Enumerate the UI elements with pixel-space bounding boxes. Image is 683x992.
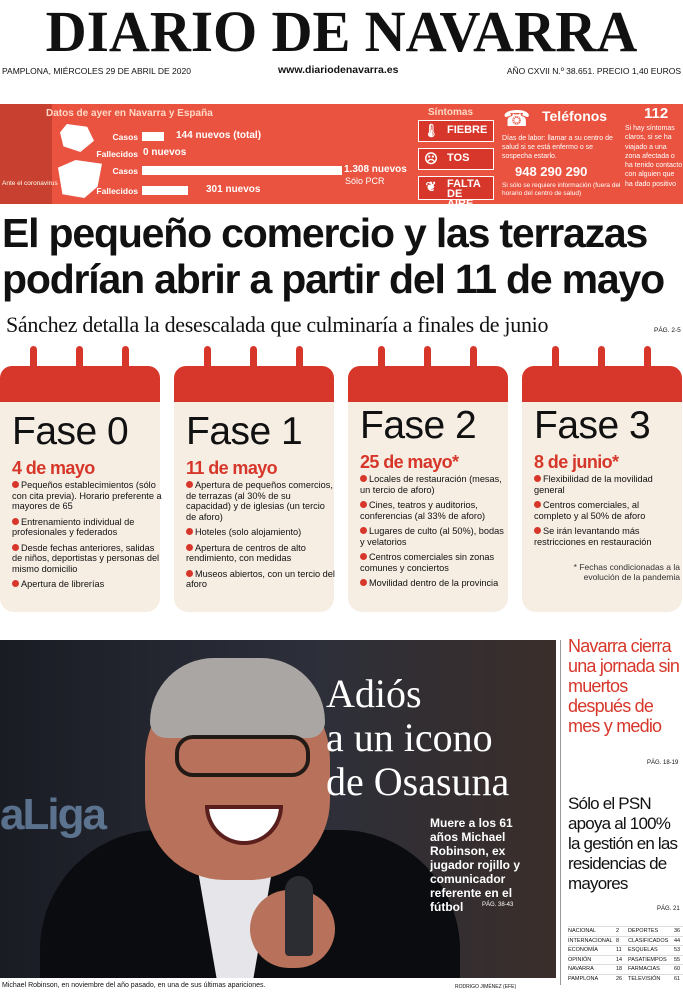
phone-icon: ☎ bbox=[503, 106, 531, 131]
bar-spain-deaths bbox=[142, 186, 188, 195]
list-item: Se irán levantando más restricciones en restauración bbox=[534, 526, 652, 547]
list-item: Desde fechas anteriores, salidas de niños, deportistas y personas del mismo domicilio bbox=[12, 542, 160, 574]
phase-list bbox=[12, 480, 162, 595]
symptom-cough bbox=[418, 148, 494, 170]
index-row: INTERNACIONAL 8 CLASIFICADOS 44 bbox=[568, 936, 683, 946]
list-item: Pequeños establecimientos (sólo con cita previa). Horario preferente a mayores de 65 bbox=[12, 480, 162, 511]
list-item: Centros comerciales, al completo y al 50% de aforo bbox=[534, 500, 646, 521]
symptom-label: FIEBRE bbox=[447, 124, 488, 136]
row-label-spain-deaths: Fallecidos bbox=[96, 186, 138, 196]
microphone-icon bbox=[285, 876, 313, 956]
calendar-ring-icon bbox=[598, 346, 605, 376]
row-label-navarra-deaths: Fallecidos bbox=[96, 149, 138, 159]
symptom-label: TOS bbox=[447, 152, 470, 164]
band-title: Datos de ayer en Navarra y España bbox=[46, 108, 213, 119]
side-story-1-ref: PÁG. 18-19 bbox=[647, 760, 679, 766]
main-headline[interactable] bbox=[0, 210, 683, 302]
phones-title: Teléfonos bbox=[542, 108, 608, 124]
phase-name: Fase 3 bbox=[534, 404, 651, 447]
bullet-icon bbox=[186, 481, 193, 488]
calendar-ring-icon bbox=[470, 346, 477, 376]
phase-card-2 bbox=[348, 366, 508, 612]
health-phone-number[interactable]: 948 290 290 bbox=[515, 164, 588, 179]
phase-card-1 bbox=[174, 366, 334, 612]
bullet-icon bbox=[186, 528, 193, 535]
symptom-breath bbox=[418, 176, 494, 210]
calendar-ring-icon bbox=[76, 346, 83, 376]
photo-caption: Michael Robinson, en noviembre del año pasado, en una de sus últimas apariciones. bbox=[2, 982, 266, 989]
phase-name: Fase 1 bbox=[186, 410, 303, 453]
row-label-spain-cases: Casos bbox=[112, 166, 138, 176]
bullet-icon bbox=[186, 570, 193, 577]
list-item: Hoteles (solo alojamiento) bbox=[186, 527, 336, 538]
phase-list bbox=[186, 480, 336, 595]
symptom-fever bbox=[418, 120, 494, 142]
bar-spain-cases bbox=[142, 166, 342, 175]
dateline bbox=[0, 64, 683, 78]
photo-credit: RODRIGO JIMÉNEZ (EFE) bbox=[455, 984, 517, 990]
list-item: Locales de restauración (mesas, un tercio de aforo) bbox=[360, 474, 502, 495]
section-index bbox=[568, 926, 683, 983]
bullet-icon bbox=[360, 501, 367, 508]
calendar-ring-icon bbox=[250, 346, 257, 376]
masthead bbox=[0, 0, 683, 64]
value-navarra-cases: 144 nuevos (total) bbox=[176, 130, 262, 141]
emergency-number[interactable]: 112 bbox=[644, 105, 669, 122]
issue-date: PAMPLONA, MIÉRCOLES 29 DE ABRIL DE 2020 bbox=[2, 66, 191, 76]
note-spain-cases: Sólo PCR bbox=[345, 176, 385, 186]
bullet-icon bbox=[534, 501, 541, 508]
bullet-icon bbox=[12, 544, 19, 551]
background-logo: aLiga bbox=[0, 790, 105, 839]
calendar-ring-icon bbox=[424, 346, 431, 376]
list-item: Apertura de pequeños comercios, de terrazas (al 30% de su capacidad) y de iglesias (un tercio de aforo) bbox=[186, 480, 333, 522]
photo-glasses bbox=[175, 735, 310, 777]
band-note: Ante el coronavirus bbox=[2, 180, 58, 187]
bullet-icon bbox=[12, 580, 19, 587]
value-navarra-deaths: 0 nuevos bbox=[143, 147, 187, 158]
phase-name: Fase 2 bbox=[360, 404, 477, 447]
calendar-ring-icon bbox=[378, 346, 385, 376]
headline-line-2: podrían abrir a partir del 11 de mayo bbox=[2, 256, 664, 302]
index-row: NACIONAL 2 DEPORTES 36 bbox=[568, 926, 683, 936]
headline-line-1: El pequeño comercio y las terrazas bbox=[2, 210, 648, 256]
phase-card-0 bbox=[0, 366, 160, 612]
side-story-2-ref: PÁG. 21 bbox=[657, 906, 680, 912]
side-story-2[interactable]: Sólo el PSN apoya al 100% la gestión en las residencias de mayores bbox=[568, 794, 678, 893]
calendar-ring-icon bbox=[552, 346, 559, 376]
coronavirus-icon bbox=[0, 104, 52, 204]
bullet-icon bbox=[534, 527, 541, 534]
phase-list bbox=[534, 474, 676, 552]
value-spain-cases: 1.308 nuevos bbox=[344, 164, 407, 175]
emergency-text: Si hay síntomas claros, si se ha viajado a una zona afectada o ha tenido contacto con alguien que ha dado positivo bbox=[625, 125, 683, 188]
thermometer-icon: 🌡 bbox=[422, 123, 440, 138]
coronavirus-data-band bbox=[0, 104, 683, 210]
bullet-icon bbox=[360, 527, 367, 534]
calendar-ring-icon bbox=[122, 346, 129, 376]
index-row: NAVARRA 18 FARMACIAS 60 bbox=[568, 964, 683, 974]
photo-headline: Adiós a un icono de Osasuna bbox=[326, 671, 510, 804]
list-item: Cines, teatros y auditorios, conferencias (al 33% de aforo) bbox=[360, 500, 486, 521]
phase-date: 25 de mayo* bbox=[360, 452, 459, 472]
lead-photo[interactable] bbox=[0, 640, 556, 978]
bullet-icon bbox=[360, 579, 367, 586]
calendar-ring-icon bbox=[296, 346, 303, 376]
value-spain-deaths: 301 nuevos bbox=[206, 184, 261, 195]
bar-navarra-cases bbox=[142, 132, 164, 141]
bullet-icon bbox=[12, 518, 19, 525]
bullet-icon bbox=[360, 475, 367, 482]
website-link[interactable]: www.diariodenavarra.es bbox=[278, 64, 399, 76]
index-row: PAMPLONA 26 TELEVISIÓN 61 bbox=[568, 974, 683, 984]
list-item: Movilidad dentro de la provincia bbox=[360, 578, 510, 589]
phase-date: 11 de mayo bbox=[186, 458, 278, 478]
index-row: ECONOMÍA 11 ESQUELAS 53 bbox=[568, 945, 683, 955]
phase-footnote: * Fechas condicionadas a la evolución de la pandemia bbox=[573, 562, 680, 582]
phones-text-info: Si sólo se requiere información (fuera del horario del centro de salud) bbox=[502, 182, 621, 197]
list-item: Apertura de librerías bbox=[12, 579, 162, 590]
edition-info: AÑO CXVII N.º 38.651. PRECIO 1,40 EUROS bbox=[506, 66, 681, 76]
calendar-ring-icon bbox=[30, 346, 37, 376]
phones-text: Días de labor: llamar a su centro de salud si se está enfermo o se sospecha estarlo. bbox=[502, 135, 613, 160]
list-item: Flexibilidad de la movilidad general bbox=[534, 474, 653, 495]
newspaper-title: DIARIO DE NAVARRA bbox=[45, 0, 638, 64]
subheadline: Sánchez detalla la desescalada que culminaría a finales de junio bbox=[6, 312, 549, 337]
list-item: Entrenamiento individual de profesionales y federados bbox=[12, 516, 135, 537]
bullet-icon bbox=[534, 475, 541, 482]
side-story-1[interactable]: Navarra cierra una jornada sin muertos después de mes y medio bbox=[568, 636, 680, 736]
calendar-ring-icon bbox=[204, 346, 211, 376]
phase-card-3 bbox=[522, 366, 682, 612]
column-divider bbox=[560, 640, 561, 985]
bullet-icon bbox=[360, 553, 367, 560]
phase-list bbox=[360, 474, 510, 594]
lungs-icon: ❦ bbox=[425, 179, 437, 194]
calendar-ring-icon bbox=[644, 346, 651, 376]
photo-hair bbox=[150, 658, 325, 738]
cough-icon: ☹ bbox=[424, 151, 438, 166]
phase-name: Fase 0 bbox=[12, 410, 129, 453]
symptoms-title: Síntomas bbox=[428, 107, 474, 118]
bullet-icon bbox=[186, 544, 193, 551]
phase-date: 4 de mayo bbox=[12, 458, 95, 478]
row-label-navarra-cases: Casos bbox=[112, 132, 138, 142]
list-item: Museos abiertos, con un tercio del aforo bbox=[186, 568, 335, 589]
bullet-icon bbox=[12, 481, 19, 488]
symptom-label: FALTA DE AIRE bbox=[447, 178, 481, 210]
phase-date: 8 de junio* bbox=[534, 452, 619, 472]
index-row: OPINIÓN 14 PASATIEMPOS 55 bbox=[568, 955, 683, 965]
photo-deck: Muere a los 61 años Michael Robinson, ex jugador rojillo y comunicador referente en el fútbol bbox=[430, 816, 521, 914]
photo-page-ref: PÁG. 38-43 bbox=[482, 902, 514, 908]
page-reference: PÁG. 2-5 bbox=[654, 327, 681, 334]
list-item: Centros comerciales sin zonas comunes y conciertos bbox=[360, 552, 495, 573]
list-item: Apertura de centros de alto rendimiento, con medidas bbox=[186, 542, 306, 563]
list-item: Lugares de culto (al 50%), bodas y velatorios bbox=[360, 526, 504, 547]
